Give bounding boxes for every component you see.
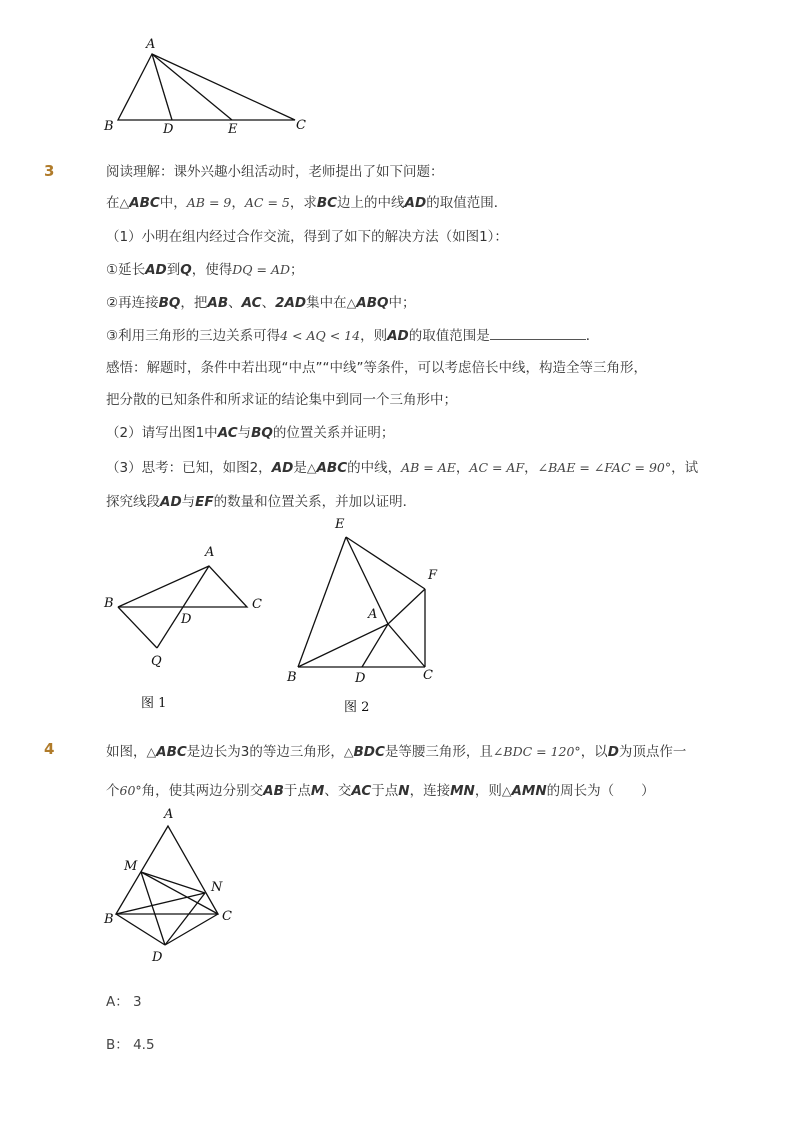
fig2-label-b: B: [287, 670, 297, 685]
q3-intro: 阅读理解：课外兴趣小组活动时，老师提出了如下问题：: [106, 164, 444, 180]
q3-line-8: 把分散的已知条件和所求证的结论集中到同一个三角形中；: [106, 392, 457, 408]
q4-line-1: 如图，△ABC是边长为3的等边三角形，△BDC是等腰三角形，且∠BDC = 120°，以D为顶点作一: [106, 744, 687, 760]
q4-label-c: C: [222, 909, 232, 924]
fig1-label-c: C: [252, 597, 262, 612]
q4-label-n: N: [211, 880, 223, 895]
fig2-label-c: C: [423, 668, 433, 683]
q4-label-b: B: [104, 912, 114, 927]
question-number-4: 4: [44, 740, 55, 758]
fig1-caption: 图 1: [141, 696, 167, 711]
q4-label-a: A: [164, 807, 174, 822]
q4-segment-cd: [165, 914, 218, 945]
q3-line-3: （1）小明在组内经过合作交流，得到了如下的解决方法（如图1）：: [106, 229, 508, 245]
q3-line-11: 探究线段AD与EF的数量和位置关系，并加以证明．: [106, 494, 417, 510]
fig2-label-f: F: [428, 568, 438, 583]
question-number-3: 3: [44, 162, 55, 180]
q4-line-2: 个60°角，使其两边分别交AB于点M、交AC于点N，连接MN，则△AMN的周长为（ ）: [106, 783, 655, 799]
option-b[interactable]: [106, 1033, 155, 1053]
q3-line-5: ②再连接BQ，把AB、AC、2AD集中在△ABQ中；: [106, 295, 416, 311]
fig2-caption: 图 2: [344, 700, 370, 715]
q3-line-4: ①延长AD到Q，使得DQ = AD；: [106, 262, 304, 278]
q3-line-7: 感悟：解题时，条件中若出现“中点”“中线”等条件，可以考虑倍长中线，构造全等三角形，: [106, 360, 647, 376]
fig2-label-a: A: [368, 607, 378, 622]
label-c: C: [296, 118, 306, 133]
q3-line-9: （2）请写出图1中AC与BQ的位置关系并证明；: [106, 425, 395, 441]
fig1-label-d: D: [181, 612, 192, 627]
label-a: A: [146, 37, 156, 52]
q4-segment-bd: [116, 914, 165, 945]
label-e: E: [228, 122, 238, 137]
fig1-label-b: B: [104, 596, 114, 611]
q4-label-m: M: [124, 859, 138, 874]
label-b: B: [104, 119, 114, 134]
option-a-value: 3: [133, 994, 142, 1010]
option-a[interactable]: [106, 990, 142, 1010]
q3-line-6: ③利用三角形的三边关系可得4 < AQ < 14，则AD的取值范围是 ．: [106, 328, 600, 344]
q3-line-10: （3）思考：已知，如图2，AD是△ABC的中线，AB = AE，AC = AF，∠BAE = ∠FAC = 90°，试: [106, 460, 699, 476]
q4-label-d: D: [152, 950, 163, 965]
fig1-label-q: Q: [151, 654, 162, 669]
fig2-label-d: D: [355, 671, 366, 686]
q3-line-2: 在△ABC中，AB = 9，AC = 5，求BC边上的中线AD的取值范围．: [106, 195, 508, 211]
label-d: D: [163, 122, 174, 137]
option-b-value: 4.5: [133, 1037, 155, 1053]
option-a-key: A：: [106, 994, 129, 1010]
fig1-label-a: A: [205, 545, 215, 560]
fig2-label-e: E: [335, 517, 345, 532]
option-b-key: B：: [106, 1037, 129, 1053]
